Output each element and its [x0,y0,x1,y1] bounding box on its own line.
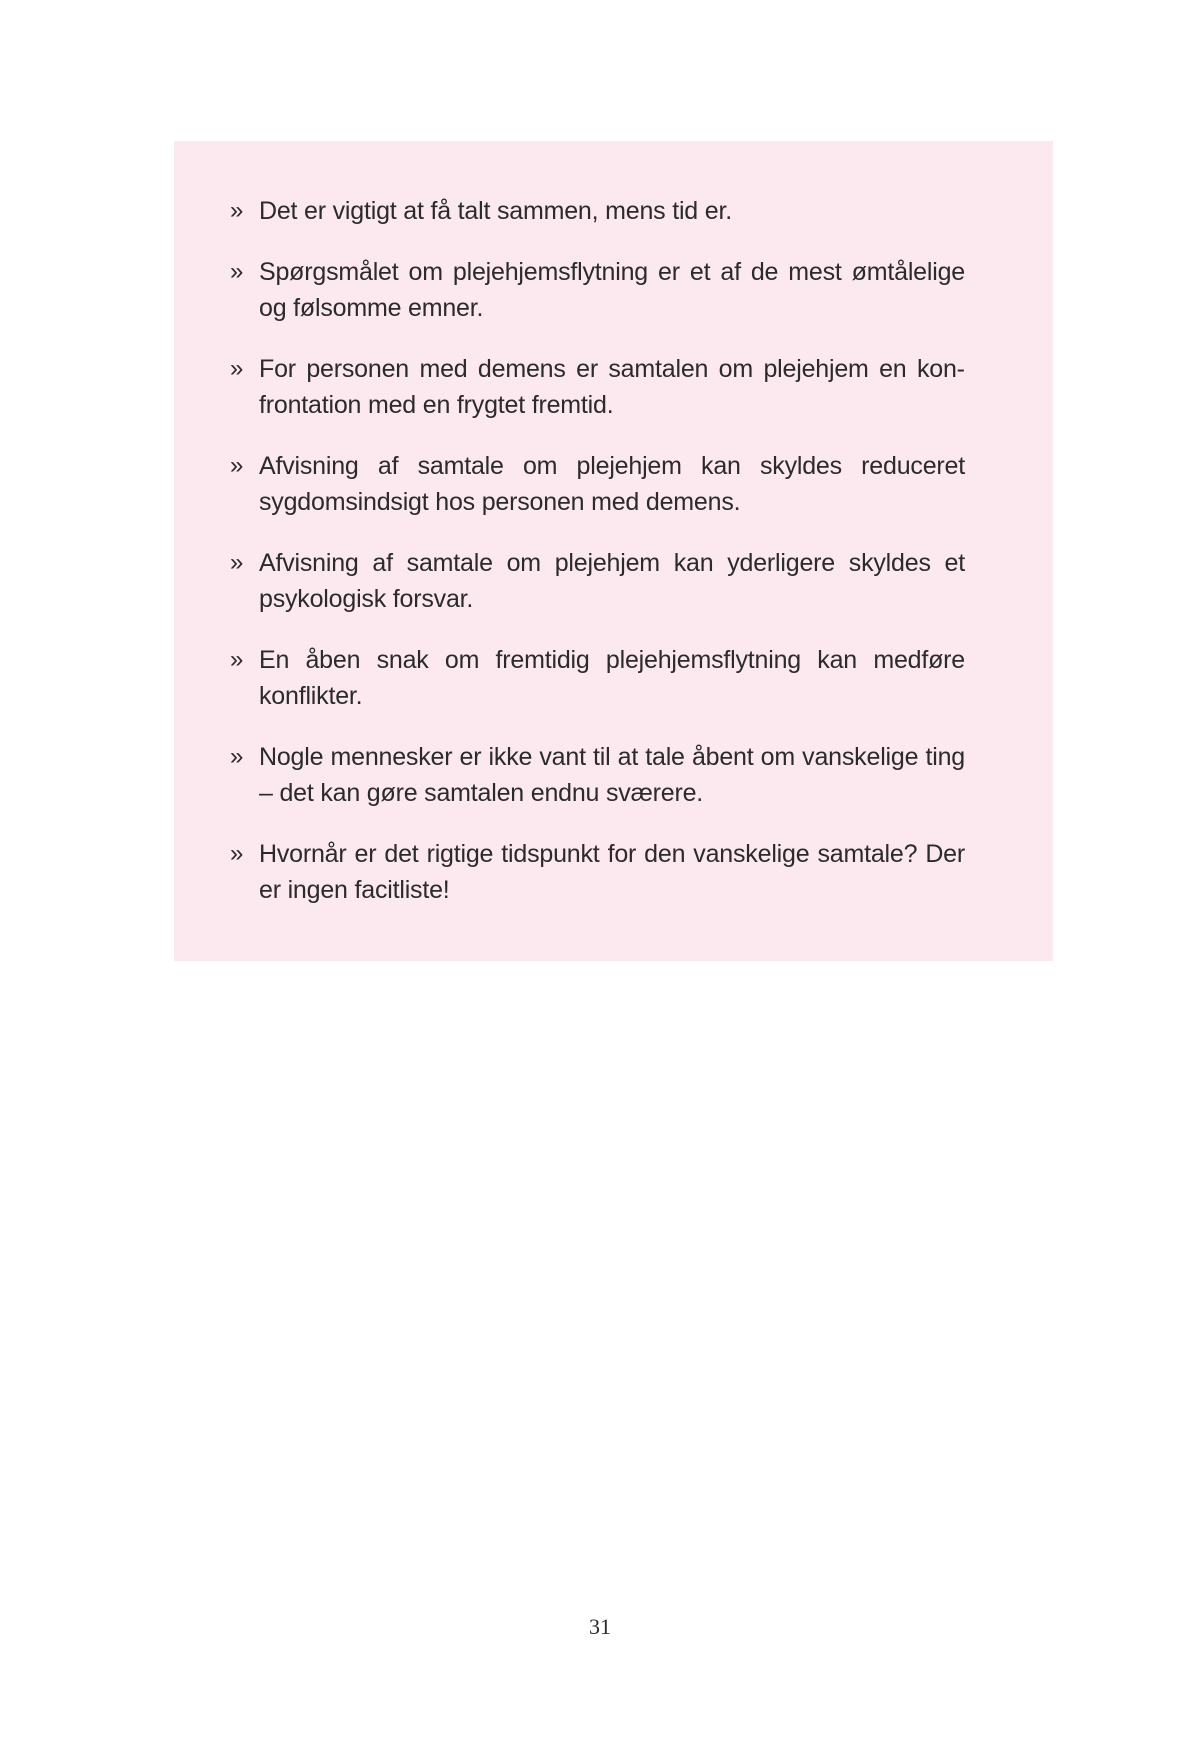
bullet-marker: » [230,743,244,770]
bullet-marker: » [230,646,244,673]
bullet-marker: » [230,197,244,224]
highlight-box [174,141,1053,961]
list-item [230,254,965,326]
bullet-marker: » [230,355,244,382]
list-item-text: Det er vigtigt at få talt sammen, mens tid er. [259,197,732,225]
list-item [230,448,965,520]
list-item-text: Nogle mennesker er ikke vant til at tale åbent om vanskelige ting – det kan gøre samtalen endnu sværere. [259,743,965,807]
list-item-text: En åben snak om fremtidig plejehjemsflytning kan medføre konflikter. [259,646,965,710]
bullet-marker: » [230,549,244,576]
bullet-marker: » [230,258,244,285]
list-item-text: Afvisning af samtale om plejehjem kan skyldes reduceret sygdomsindsigt hos personen med demens. [259,452,965,516]
list-item-text: Hvornår er det rigtige tidspunkt for den vanskelige samtale? Der er ingen facitliste! [259,840,965,904]
list-item-text: Spørgsmålet om plejehjemsflytning er et af de mest ømtålelige og følsomme emner. [259,258,965,322]
list-item-text: Afvisning af samtale om plejehjem kan yderligere skyldes et psykologisk forsvar. [259,549,965,613]
list-item-text: For personen med demens er samtalen om plejehjem en konfrontation med en frygtet fremtid. [259,355,965,419]
page-number: 31 [589,1614,611,1639]
list-item [230,836,965,908]
list-item [230,642,965,714]
bullet-list [230,193,965,908]
bullet-marker: » [230,452,244,479]
list-item [230,739,965,811]
list-item [230,351,965,423]
bullet-marker: » [230,840,244,867]
list-item [230,193,965,229]
list-item [230,545,965,617]
